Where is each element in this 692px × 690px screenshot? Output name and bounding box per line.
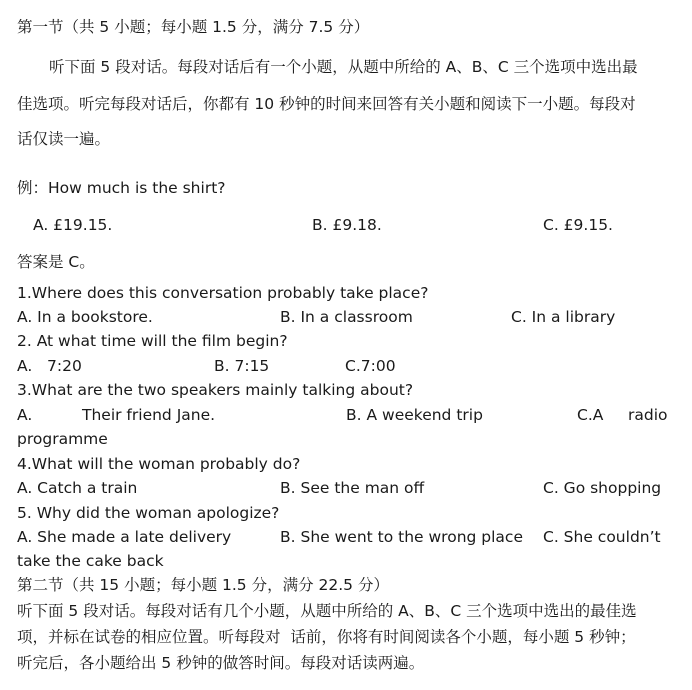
question-1: 1.Where does this conversation probably take place? (17, 284, 429, 302)
question-4-option-b: B. See the man off (280, 479, 425, 497)
question-2-option-c: C.7:00 (345, 357, 396, 375)
example-option-b: B. £9.18. (312, 216, 382, 234)
question-3-option-b: B. A weekend trip (346, 406, 483, 424)
question-5: 5. Why did the woman apologize? (17, 504, 280, 522)
section2-instruction-line-1: 听下面 5 段对话。每段对话有几个小题，从题中所给的 A、B、C 三个选项中选出的最佳选 (17, 602, 637, 620)
example-question: 例：How much is the shirt? (17, 179, 226, 197)
question-1-option-c: C. In a library (511, 308, 616, 326)
question-5-option-b: B. She went to the wrong place (280, 528, 523, 546)
question-2-option-b: B. 7:15 (214, 357, 270, 375)
question-5-continuation: take the cake back (17, 552, 164, 570)
question-1-option-b: B. In a classroom (280, 308, 413, 326)
section1-instruction-line-2: 佳选项。听完每段对话后，你都有 10 秒钟的时间来回答有关小题和阅读下一小题。每段对 (17, 95, 636, 113)
question-4-option-c: C. Go shopping (543, 479, 662, 497)
question-3-continuation: programme (17, 430, 108, 448)
question-3-option-a-text: Their friend Jane. (82, 406, 216, 424)
question-3-option-c-letter: C.A (577, 406, 604, 424)
question-2: 2. At what time will the film begin? (17, 332, 288, 350)
question-4-option-a: A. Catch a train (17, 479, 138, 497)
section1-instruction-line-3: 话仅读一遍。 (17, 130, 111, 148)
section1-heading: 第一节（共 5 小题；每小题 1.5 分，满分 7.5 分） (17, 18, 370, 36)
example-option-a: A. £19.15. (33, 216, 113, 234)
question-1-option-a: A. In a bookstore. (17, 308, 153, 326)
question-2-option-a: A. 7:20 (17, 357, 82, 375)
question-5-option-c: C. She couldn’t (543, 528, 661, 546)
section1-instruction-line-1: 听下面 5 段对话。每段对话后有一个小题，从题中所给的 A、B、C 三个选项中选出最 (49, 58, 638, 76)
question-4: 4.What will the woman probably do? (17, 455, 301, 473)
section2-heading: 第二节（共 15 小题；每小题 1.5 分，满分 22.5 分） (17, 576, 389, 594)
section2-instruction-line-2: 项，并标在试卷的相应位置。听每段对 话前，你将有时间阅读各个小题，每小题 5 秒钟； (17, 628, 636, 646)
question-3-option-c-text: radio (628, 406, 668, 424)
question-3-option-a-letter: A. (17, 406, 33, 424)
question-3: 3.What are the two speakers mainly talking about? (17, 381, 414, 399)
section2-instruction-line-3: 听完后，各小题给出 5 秒钟的做答时间。每段对话读两遍。 (17, 654, 425, 672)
example-option-c: C. £9.15. (543, 216, 613, 234)
question-5-option-a: A. She made a late delivery (17, 528, 232, 546)
example-answer: 答案是 C。 (17, 253, 95, 271)
